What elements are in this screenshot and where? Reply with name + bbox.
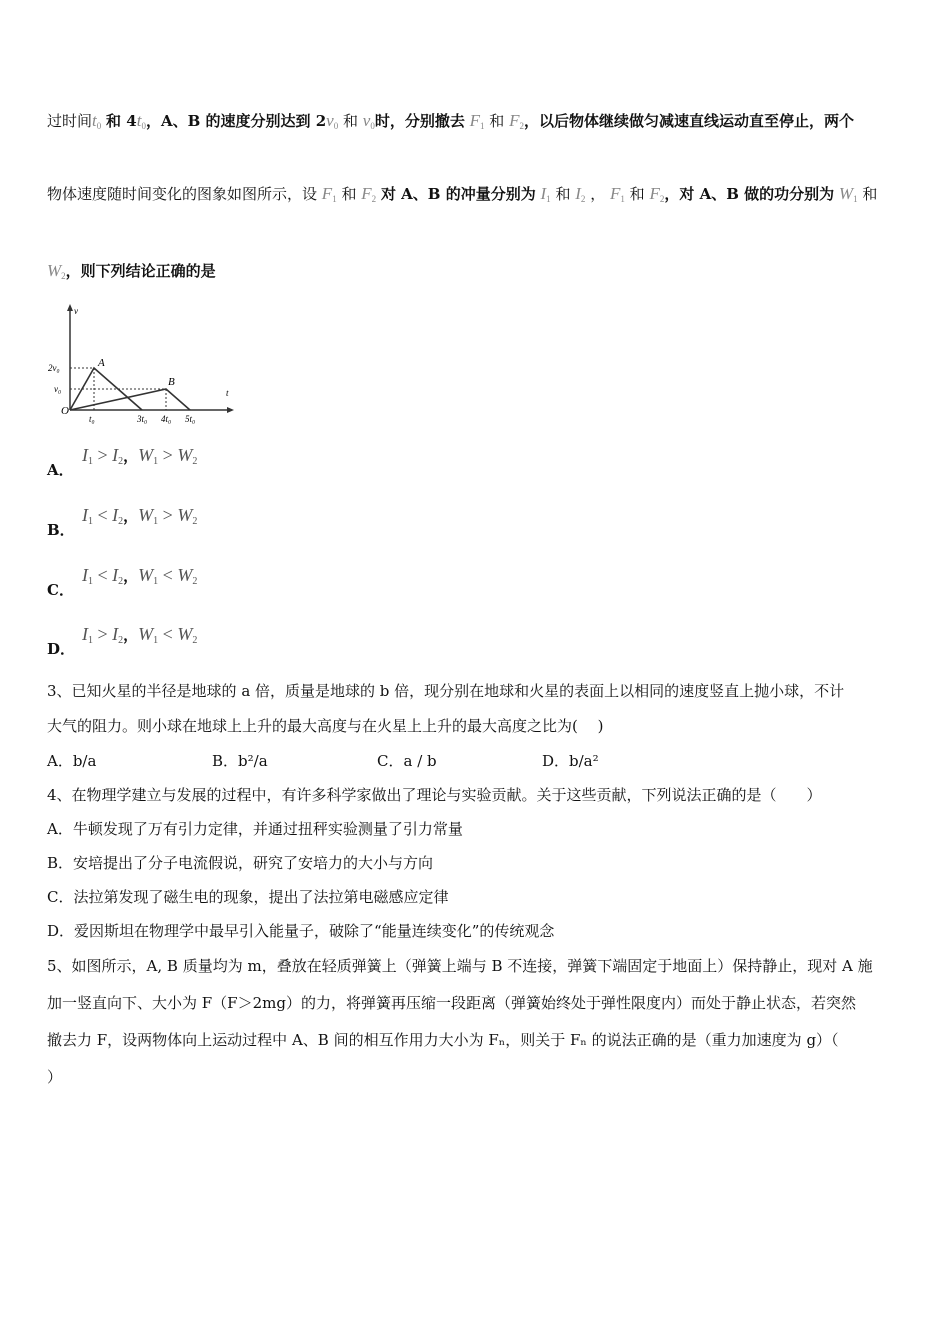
text: 和 [341,185,357,203]
sub: 1 [620,194,625,204]
text: ，则下列结论正确的是 [65,262,216,280]
text: 和 4 [106,112,137,130]
text: 对 A、B 的冲量分别为 [380,185,536,203]
q2-option-math [82,624,197,646]
sub: 0 [141,121,146,131]
W1: $W_1$ [138,505,159,527]
text: 和 [489,112,505,130]
q4-option-d: D．爱因斯坦在物理学中最早引入能量子，破除了“能量连续变化”的传统观念 [47,922,555,940]
I2: $I_2$ [112,505,124,527]
q5-line1: 5、如图所示，A, B 质量均为 m，叠放在轻质弹簧上（弹簧上端与 B 不连接，弹簧下端固定于地面上）保持静止，现对 A 施 [47,957,873,975]
ytick-label: v₀ [54,384,62,394]
y-axis-arrow [67,304,73,311]
W1: $W_1$ [138,445,159,467]
q3-line1: 3、已知火星的半径是地球的 a 倍，质量是地球的 b 倍，现分别在地球和火星的表面上以相同的速度竖直上抛小球，不计 [47,682,845,700]
F: F [609,184,621,203]
text: ， [590,185,606,203]
y-axis-label: v [74,306,78,316]
F2-symbol [361,184,376,203]
comma: ， [123,569,139,585]
q3-option-b: B．b²/a [212,752,268,770]
text: 和 [342,112,358,130]
F1-symbol [610,184,625,203]
W1: $W_1$ [138,624,159,646]
F: F [361,184,372,203]
xtick-label: t₀ [89,414,95,424]
text: 过时间 [47,112,93,130]
text: ，以后物体继续做匀减速直线运动直至停止，两个 [523,112,854,130]
I2: $I_2$ [112,565,124,587]
q2-line2 [47,183,877,204]
point-label-a: A [98,357,105,369]
origin-label: O [61,405,69,417]
rel1: < [97,565,108,585]
F2-symbol [509,111,524,130]
q2-option-label: D． [47,640,76,658]
rel2: < [162,624,173,644]
x-axis-arrow [227,407,234,413]
rel2: < [162,565,173,585]
v0-symbol [363,111,375,130]
sub: 2 [519,121,524,131]
sub: 2 [659,194,665,204]
q2-option-math [82,565,197,587]
text: ，对 A、B 做的功分别为 [664,185,835,203]
text: 和 [629,185,645,203]
t: t [136,111,142,130]
sub: 0 [333,121,339,131]
q4-option-b: B．安培提出了分子电流假说，研究了安培力的大小与方向 [47,854,434,872]
q5-line4: ） [47,1068,63,1086]
q2-line3 [47,260,216,281]
rel1: > [97,445,108,465]
comma: ， [123,628,139,644]
text: 和 [862,185,878,203]
I2-symbol [575,184,585,203]
q5-line2: 加一竖直向下、大小为 F（F＞2mg）的力，将弹簧再压缩一段距离（弹簧始终处于弹性限度内）而处于静止状态，若突然 [47,994,856,1012]
F: F [469,111,480,130]
q5-line3: 撤去力 F，设两物体向上运动过程中 A、B 间的相互作用力大小为 Fₙ，则关于 Fₙ 的说法正确的是（重力加速度为 g）（ [47,1031,839,1049]
text: 和 [555,185,571,203]
q2-option-math [82,505,197,527]
sub: 1 [853,194,858,204]
F1-symbol [470,111,485,130]
rel2: > [162,445,173,465]
I1-symbol [540,184,550,203]
text: 物体速度随时间变化的图象如图所示，设 [47,185,318,203]
q3-option-a: A．b/a [47,752,97,770]
q4-option-c: C．法拉第发现了磁生电的现象，提出了法拉第电磁感应定律 [47,888,449,906]
W: W [47,261,62,280]
F2-symbol [649,184,664,203]
xtick-label: 4t₀ [161,414,172,424]
I: I [540,184,547,203]
I1: $I_1$ [82,505,93,527]
ytick-label: 2v₀ [48,363,60,373]
text: 时，分别撤去 [374,112,465,130]
F: F [321,184,333,203]
sub: 0 [96,121,102,131]
sub: 2 [580,194,586,204]
t0-symbol [92,111,101,130]
text: ，A、B 的速度分别达到 2 [145,112,327,130]
q3-option-d: D．b/a² [542,752,599,770]
I1: $I_1$ [82,445,93,467]
v: v [362,111,371,130]
xtick-label: 3t₀ [137,414,148,424]
q2-option-math [82,445,197,467]
W2: $W_2$ [177,565,198,587]
vt-graph [46,302,246,432]
xtick-label: 5t₀ [185,414,196,424]
sub: 1 [480,121,485,131]
q4-stem: 4、在物理学建立与发展的过程中，有许多科学家做出了理论与实验贡献。关于这些贡献，下列说法正确的是（ ） [47,786,822,804]
comma: ， [123,449,139,465]
q2-option-label: A． [47,461,74,479]
q3-line2: 大气的阻力。则小球在地球上上升的最大高度与在火星上上升的最大高度之比为( ) [47,717,604,735]
sub: 2 [371,194,377,204]
v0-symbol [326,111,338,130]
rel1: > [97,624,108,644]
x-axis-label: t [226,388,229,398]
F: F [509,111,520,130]
W1-symbol [839,184,858,203]
I1: $I_1$ [82,624,93,646]
F: F [649,184,660,203]
rel2: > [162,505,173,525]
q3-option-c: C．a / b [377,752,437,770]
sub: 2 [61,271,66,281]
W2-symbol [47,261,66,280]
W2: $W_2$ [177,445,198,467]
q2-option-label: B． [47,521,75,539]
I2: $I_2$ [112,624,124,646]
t0-symbol [137,111,146,130]
comma: ， [123,509,139,525]
I2: $I_2$ [112,445,124,467]
W2: $W_2$ [177,505,198,527]
W1: $W_1$ [138,565,159,587]
point-label-b: B [168,376,175,388]
v: v [326,111,334,130]
W2: $W_2$ [177,624,198,646]
sub: 1 [546,194,551,204]
sub: 1 [332,194,337,204]
sub: 0 [370,121,375,131]
I1: $I_1$ [82,565,93,587]
I: I [575,184,581,203]
W: W [838,184,854,203]
t: t [92,111,97,130]
q2-option-label: C． [47,581,74,599]
q4-option-a: A．牛顿发现了万有引力定律，并通过扭秤实验测量了引力常量 [47,820,463,838]
F1-symbol [322,184,337,203]
q2-line1 [47,110,854,131]
rel1: < [97,505,108,525]
